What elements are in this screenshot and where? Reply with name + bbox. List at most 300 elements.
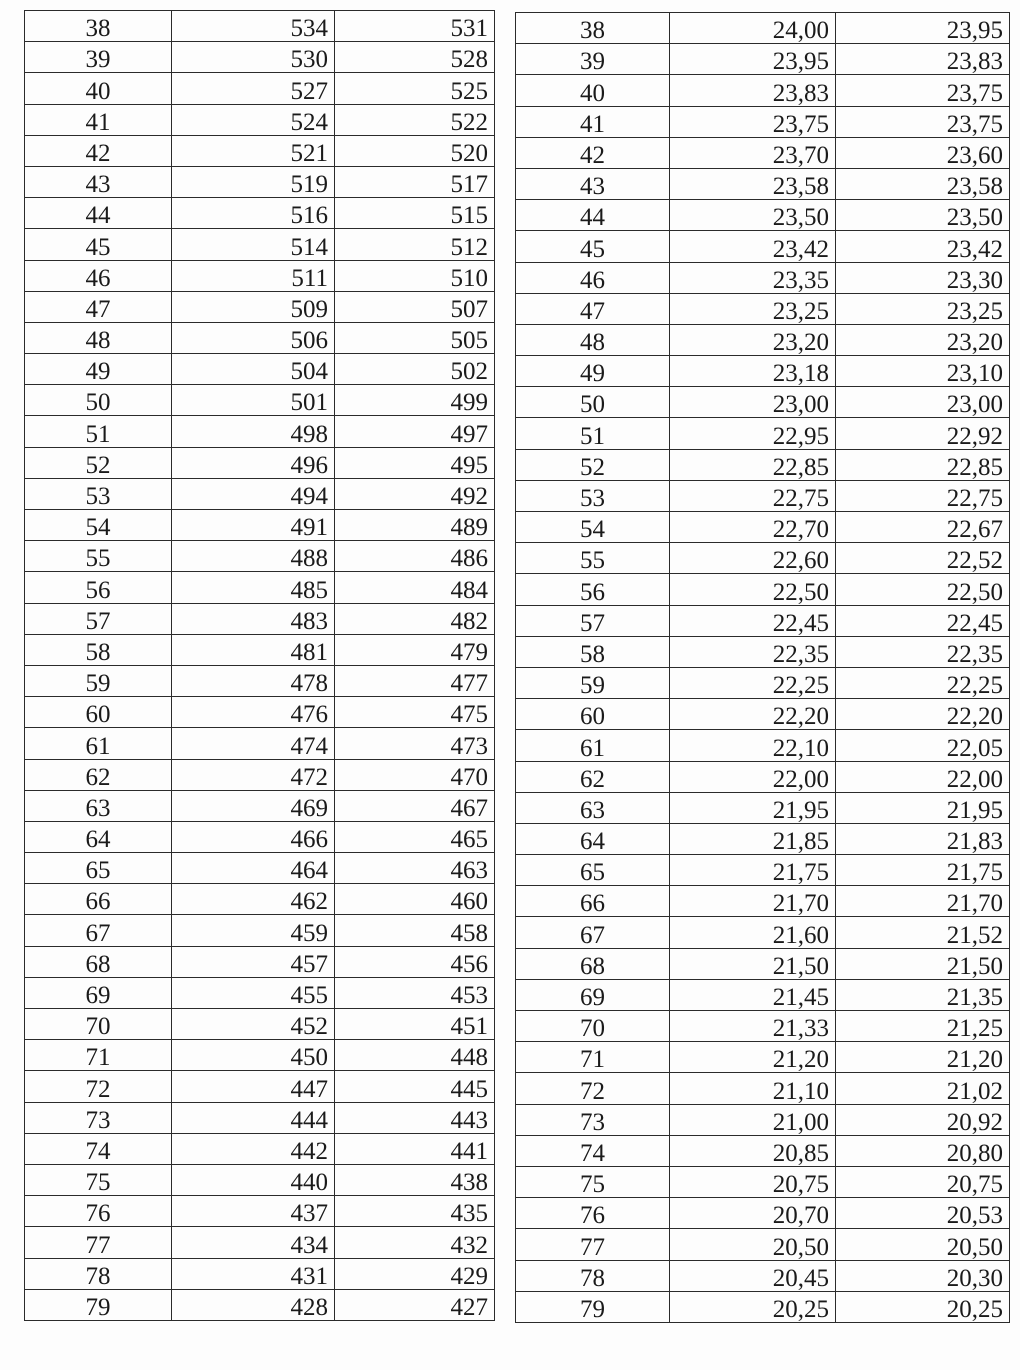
table-row xyxy=(516,979,1010,1010)
value-cell: 437 xyxy=(172,1196,335,1227)
value-cell: 23,58 xyxy=(836,168,1010,199)
value-cell: 23,42 xyxy=(836,231,1010,262)
table-row xyxy=(25,1196,495,1227)
value-cell: 504 xyxy=(172,354,335,385)
value-cell: 447 xyxy=(172,1071,335,1102)
row-number-cell: 54 xyxy=(25,510,172,541)
row-number-cell: 51 xyxy=(516,418,670,449)
value-cell: 22,00 xyxy=(670,761,836,792)
value-cell: 499 xyxy=(335,385,495,416)
value-cell: 21,20 xyxy=(836,1042,1010,1073)
value-cell: 502 xyxy=(335,354,495,385)
row-number-cell: 50 xyxy=(25,385,172,416)
value-cell: 528 xyxy=(335,42,495,73)
row-number-cell: 75 xyxy=(516,1166,670,1197)
value-cell: 20,92 xyxy=(836,1104,1010,1135)
value-cell: 511 xyxy=(172,260,335,291)
table-row xyxy=(25,1133,495,1164)
value-cell: 23,25 xyxy=(670,293,836,324)
table-row xyxy=(516,886,1010,917)
value-cell: 469 xyxy=(172,790,335,821)
value-cell: 445 xyxy=(335,1071,495,1102)
table-row xyxy=(516,1135,1010,1166)
row-number-cell: 75 xyxy=(25,1164,172,1195)
right-table-body xyxy=(516,13,1010,1323)
row-number-cell: 70 xyxy=(516,1011,670,1042)
value-cell: 21,45 xyxy=(670,979,836,1010)
value-cell: 22,67 xyxy=(836,512,1010,543)
value-cell: 22,45 xyxy=(670,605,836,636)
value-cell: 20,75 xyxy=(670,1166,836,1197)
value-cell: 443 xyxy=(335,1102,495,1133)
row-number-cell: 55 xyxy=(516,543,670,574)
table-row xyxy=(516,823,1010,854)
table-row xyxy=(516,262,1010,293)
value-cell: 496 xyxy=(172,447,335,478)
value-cell: 23,75 xyxy=(836,75,1010,106)
value-cell: 451 xyxy=(335,1009,495,1040)
value-cell: 22,35 xyxy=(670,636,836,667)
row-number-cell: 48 xyxy=(25,322,172,353)
value-cell: 23,50 xyxy=(670,200,836,231)
row-number-cell: 51 xyxy=(25,416,172,447)
value-cell: 484 xyxy=(335,572,495,603)
table-row xyxy=(25,946,495,977)
row-number-cell: 42 xyxy=(25,135,172,166)
value-cell: 22,25 xyxy=(836,667,1010,698)
row-number-cell: 52 xyxy=(25,447,172,478)
value-cell: 23,35 xyxy=(670,262,836,293)
table-row xyxy=(516,1104,1010,1135)
table-row xyxy=(516,761,1010,792)
table-row xyxy=(516,1011,1010,1042)
right-table xyxy=(515,12,1010,1323)
table-row xyxy=(25,915,495,946)
value-cell: 521 xyxy=(172,135,335,166)
row-number-cell: 79 xyxy=(25,1289,172,1320)
table-row xyxy=(25,1071,495,1102)
row-number-cell: 69 xyxy=(516,979,670,1010)
row-number-cell: 46 xyxy=(25,260,172,291)
value-cell: 467 xyxy=(335,790,495,821)
row-number-cell: 71 xyxy=(25,1040,172,1071)
value-cell: 20,85 xyxy=(670,1135,836,1166)
row-number-cell: 58 xyxy=(516,636,670,667)
value-cell: 20,75 xyxy=(836,1166,1010,1197)
row-number-cell: 78 xyxy=(25,1258,172,1289)
value-cell: 448 xyxy=(335,1040,495,1071)
value-cell: 21,33 xyxy=(670,1011,836,1042)
value-cell: 441 xyxy=(335,1133,495,1164)
value-cell: 21,35 xyxy=(836,979,1010,1010)
value-cell: 507 xyxy=(335,291,495,322)
value-cell: 21,00 xyxy=(670,1104,836,1135)
value-cell: 525 xyxy=(335,73,495,104)
value-cell: 20,50 xyxy=(836,1229,1010,1260)
table-row xyxy=(516,1260,1010,1291)
row-number-cell: 68 xyxy=(516,948,670,979)
table-row xyxy=(516,1229,1010,1260)
value-cell: 21,50 xyxy=(670,948,836,979)
table-row xyxy=(516,324,1010,355)
table-row xyxy=(516,917,1010,948)
value-cell: 432 xyxy=(335,1227,495,1258)
row-number-cell: 63 xyxy=(25,790,172,821)
table-row xyxy=(25,510,495,541)
row-number-cell: 66 xyxy=(25,884,172,915)
value-cell: 534 xyxy=(172,11,335,42)
value-cell: 22,00 xyxy=(836,761,1010,792)
value-cell: 22,52 xyxy=(836,543,1010,574)
row-number-cell: 67 xyxy=(25,915,172,946)
row-number-cell: 60 xyxy=(516,699,670,730)
row-number-cell: 79 xyxy=(516,1291,670,1322)
table-row xyxy=(516,200,1010,231)
row-number-cell: 66 xyxy=(516,886,670,917)
row-number-cell: 39 xyxy=(25,42,172,73)
value-cell: 522 xyxy=(335,104,495,135)
row-number-cell: 76 xyxy=(25,1196,172,1227)
value-cell: 520 xyxy=(335,135,495,166)
row-number-cell: 41 xyxy=(25,104,172,135)
table-row xyxy=(25,1164,495,1195)
table-row xyxy=(25,853,495,884)
row-number-cell: 76 xyxy=(516,1198,670,1229)
value-cell: 438 xyxy=(335,1164,495,1195)
value-cell: 460 xyxy=(335,884,495,915)
table-row xyxy=(25,790,495,821)
value-cell: 21,70 xyxy=(836,886,1010,917)
row-number-cell: 61 xyxy=(516,730,670,761)
value-cell: 429 xyxy=(335,1258,495,1289)
value-cell: 23,25 xyxy=(836,293,1010,324)
table-row xyxy=(25,977,495,1008)
value-cell: 452 xyxy=(172,1009,335,1040)
value-cell: 485 xyxy=(172,572,335,603)
table-row xyxy=(25,1009,495,1040)
value-cell: 21,70 xyxy=(670,886,836,917)
row-number-cell: 69 xyxy=(25,977,172,1008)
row-number-cell: 44 xyxy=(25,198,172,229)
value-cell: 481 xyxy=(172,634,335,665)
table-row xyxy=(516,44,1010,75)
row-number-cell: 77 xyxy=(25,1227,172,1258)
row-number-cell: 47 xyxy=(25,291,172,322)
value-cell: 21,10 xyxy=(670,1073,836,1104)
value-cell: 466 xyxy=(172,821,335,852)
value-cell: 498 xyxy=(172,416,335,447)
value-cell: 515 xyxy=(335,198,495,229)
value-cell: 22,20 xyxy=(670,699,836,730)
value-cell: 505 xyxy=(335,322,495,353)
value-cell: 488 xyxy=(172,541,335,572)
value-cell: 23,95 xyxy=(670,44,836,75)
row-number-cell: 48 xyxy=(516,324,670,355)
value-cell: 20,25 xyxy=(836,1291,1010,1322)
value-cell: 455 xyxy=(172,977,335,1008)
value-cell: 531 xyxy=(335,11,495,42)
table-row xyxy=(516,667,1010,698)
row-number-cell: 58 xyxy=(25,634,172,665)
value-cell: 463 xyxy=(335,853,495,884)
value-cell: 23,00 xyxy=(836,387,1010,418)
value-cell: 474 xyxy=(172,728,335,759)
row-number-cell: 71 xyxy=(516,1042,670,1073)
value-cell: 470 xyxy=(335,759,495,790)
table-row xyxy=(25,42,495,73)
row-number-cell: 54 xyxy=(516,512,670,543)
value-cell: 22,70 xyxy=(670,512,836,543)
table-row xyxy=(516,605,1010,636)
table-row xyxy=(516,948,1010,979)
value-cell: 22,20 xyxy=(836,699,1010,730)
value-cell: 491 xyxy=(172,510,335,541)
row-number-cell: 78 xyxy=(516,1260,670,1291)
value-cell: 23,30 xyxy=(836,262,1010,293)
value-cell: 21,52 xyxy=(836,917,1010,948)
value-cell: 456 xyxy=(335,946,495,977)
table-row xyxy=(516,231,1010,262)
row-number-cell: 56 xyxy=(25,572,172,603)
value-cell: 457 xyxy=(172,946,335,977)
value-cell: 435 xyxy=(335,1196,495,1227)
row-number-cell: 72 xyxy=(25,1071,172,1102)
row-number-cell: 67 xyxy=(516,917,670,948)
value-cell: 20,50 xyxy=(670,1229,836,1260)
table-row xyxy=(516,1073,1010,1104)
table-row xyxy=(25,260,495,291)
row-number-cell: 73 xyxy=(25,1102,172,1133)
table-row xyxy=(25,541,495,572)
value-cell: 22,50 xyxy=(836,574,1010,605)
value-cell: 494 xyxy=(172,478,335,509)
value-cell: 482 xyxy=(335,603,495,634)
value-cell: 21,75 xyxy=(836,855,1010,886)
value-cell: 23,10 xyxy=(836,356,1010,387)
value-cell: 459 xyxy=(172,915,335,946)
table-row xyxy=(25,447,495,478)
value-cell: 472 xyxy=(172,759,335,790)
value-cell: 23,60 xyxy=(836,137,1010,168)
value-cell: 22,05 xyxy=(836,730,1010,761)
value-cell: 21,95 xyxy=(836,792,1010,823)
value-cell: 20,30 xyxy=(836,1260,1010,1291)
table-row xyxy=(25,603,495,634)
row-number-cell: 46 xyxy=(516,262,670,293)
value-cell: 506 xyxy=(172,322,335,353)
row-number-cell: 59 xyxy=(25,665,172,696)
row-number-cell: 47 xyxy=(516,293,670,324)
row-number-cell: 40 xyxy=(25,73,172,104)
table-row xyxy=(25,1040,495,1071)
value-cell: 22,95 xyxy=(670,418,836,449)
table-row xyxy=(25,478,495,509)
value-cell: 22,75 xyxy=(836,480,1010,511)
table-row xyxy=(516,1198,1010,1229)
value-cell: 20,25 xyxy=(670,1291,836,1322)
table-row xyxy=(516,1042,1010,1073)
row-number-cell: 61 xyxy=(25,728,172,759)
value-cell: 21,95 xyxy=(670,792,836,823)
table-row xyxy=(25,416,495,447)
table-row xyxy=(25,385,495,416)
row-number-cell: 59 xyxy=(516,667,670,698)
table-row xyxy=(516,792,1010,823)
value-cell: 23,75 xyxy=(836,106,1010,137)
row-number-cell: 49 xyxy=(25,354,172,385)
table-row xyxy=(25,291,495,322)
table-row xyxy=(516,168,1010,199)
value-cell: 22,25 xyxy=(670,667,836,698)
table-row xyxy=(516,13,1010,44)
row-number-cell: 41 xyxy=(516,106,670,137)
value-cell: 434 xyxy=(172,1227,335,1258)
value-cell: 476 xyxy=(172,697,335,728)
value-cell: 20,80 xyxy=(836,1135,1010,1166)
table-row xyxy=(25,697,495,728)
value-cell: 23,50 xyxy=(836,200,1010,231)
row-number-cell: 74 xyxy=(25,1133,172,1164)
value-cell: 21,83 xyxy=(836,823,1010,854)
row-number-cell: 55 xyxy=(25,541,172,572)
table-row xyxy=(516,356,1010,387)
row-number-cell: 64 xyxy=(25,821,172,852)
row-number-cell: 64 xyxy=(516,823,670,854)
table-row xyxy=(25,1227,495,1258)
value-cell: 428 xyxy=(172,1289,335,1320)
value-cell: 20,45 xyxy=(670,1260,836,1291)
table-row xyxy=(25,166,495,197)
row-number-cell: 45 xyxy=(25,229,172,260)
table-row xyxy=(25,354,495,385)
value-cell: 509 xyxy=(172,291,335,322)
table-row xyxy=(25,11,495,42)
table-row xyxy=(25,728,495,759)
row-number-cell: 44 xyxy=(516,200,670,231)
row-number-cell: 40 xyxy=(516,75,670,106)
row-number-cell: 53 xyxy=(516,480,670,511)
value-cell: 475 xyxy=(335,697,495,728)
value-cell: 22,50 xyxy=(670,574,836,605)
row-number-cell: 53 xyxy=(25,478,172,509)
table-row xyxy=(516,106,1010,137)
table-row xyxy=(516,730,1010,761)
value-cell: 514 xyxy=(172,229,335,260)
value-cell: 22,45 xyxy=(836,605,1010,636)
table-row xyxy=(25,1102,495,1133)
value-cell: 22,35 xyxy=(836,636,1010,667)
value-cell: 23,42 xyxy=(670,231,836,262)
table-row xyxy=(25,884,495,915)
row-number-cell: 60 xyxy=(25,697,172,728)
row-number-cell: 43 xyxy=(516,168,670,199)
value-cell: 495 xyxy=(335,447,495,478)
table-row xyxy=(516,855,1010,886)
row-number-cell: 52 xyxy=(516,449,670,480)
table-row xyxy=(516,512,1010,543)
row-number-cell: 73 xyxy=(516,1104,670,1135)
value-cell: 517 xyxy=(335,166,495,197)
value-cell: 492 xyxy=(335,478,495,509)
table-row xyxy=(25,198,495,229)
value-cell: 23,70 xyxy=(670,137,836,168)
value-cell: 478 xyxy=(172,665,335,696)
value-cell: 22,92 xyxy=(836,418,1010,449)
value-cell: 530 xyxy=(172,42,335,73)
value-cell: 444 xyxy=(172,1102,335,1133)
table-row xyxy=(25,1258,495,1289)
value-cell: 516 xyxy=(172,198,335,229)
value-cell: 23,00 xyxy=(670,387,836,418)
row-number-cell: 45 xyxy=(516,231,670,262)
value-cell: 510 xyxy=(335,260,495,291)
row-number-cell: 74 xyxy=(516,1135,670,1166)
table-row xyxy=(25,634,495,665)
value-cell: 497 xyxy=(335,416,495,447)
row-number-cell: 43 xyxy=(25,166,172,197)
table-row xyxy=(25,73,495,104)
row-number-cell: 62 xyxy=(25,759,172,790)
table-row xyxy=(25,759,495,790)
table-row xyxy=(25,135,495,166)
value-cell: 477 xyxy=(335,665,495,696)
left-table-body xyxy=(25,11,495,1321)
table-row xyxy=(516,449,1010,480)
value-cell: 527 xyxy=(172,73,335,104)
value-cell: 23,20 xyxy=(836,324,1010,355)
row-number-cell: 70 xyxy=(25,1009,172,1040)
row-number-cell: 72 xyxy=(516,1073,670,1104)
table-row xyxy=(516,137,1010,168)
table-row xyxy=(516,574,1010,605)
table-row xyxy=(516,75,1010,106)
table-row xyxy=(25,665,495,696)
row-number-cell: 62 xyxy=(516,761,670,792)
table-row xyxy=(25,229,495,260)
table-row xyxy=(516,293,1010,324)
table-row xyxy=(25,1289,495,1320)
value-cell: 512 xyxy=(335,229,495,260)
value-cell: 453 xyxy=(335,977,495,1008)
left-table xyxy=(24,10,495,1321)
value-cell: 22,85 xyxy=(670,449,836,480)
row-number-cell: 39 xyxy=(516,44,670,75)
value-cell: 21,25 xyxy=(836,1011,1010,1042)
row-number-cell: 38 xyxy=(516,13,670,44)
value-cell: 479 xyxy=(335,634,495,665)
value-cell: 450 xyxy=(172,1040,335,1071)
value-cell: 20,53 xyxy=(836,1198,1010,1229)
row-number-cell: 49 xyxy=(516,356,670,387)
value-cell: 22,60 xyxy=(670,543,836,574)
value-cell: 23,58 xyxy=(670,168,836,199)
row-number-cell: 57 xyxy=(516,605,670,636)
value-cell: 21,50 xyxy=(836,948,1010,979)
value-cell: 24,00 xyxy=(670,13,836,44)
value-cell: 21,75 xyxy=(670,855,836,886)
row-number-cell: 56 xyxy=(516,574,670,605)
value-cell: 465 xyxy=(335,821,495,852)
value-cell: 483 xyxy=(172,603,335,634)
table-row xyxy=(25,821,495,852)
value-cell: 23,83 xyxy=(836,44,1010,75)
value-cell: 427 xyxy=(335,1289,495,1320)
table-row xyxy=(516,636,1010,667)
table-row xyxy=(516,480,1010,511)
value-cell: 23,75 xyxy=(670,106,836,137)
row-number-cell: 68 xyxy=(25,946,172,977)
table-row xyxy=(516,418,1010,449)
